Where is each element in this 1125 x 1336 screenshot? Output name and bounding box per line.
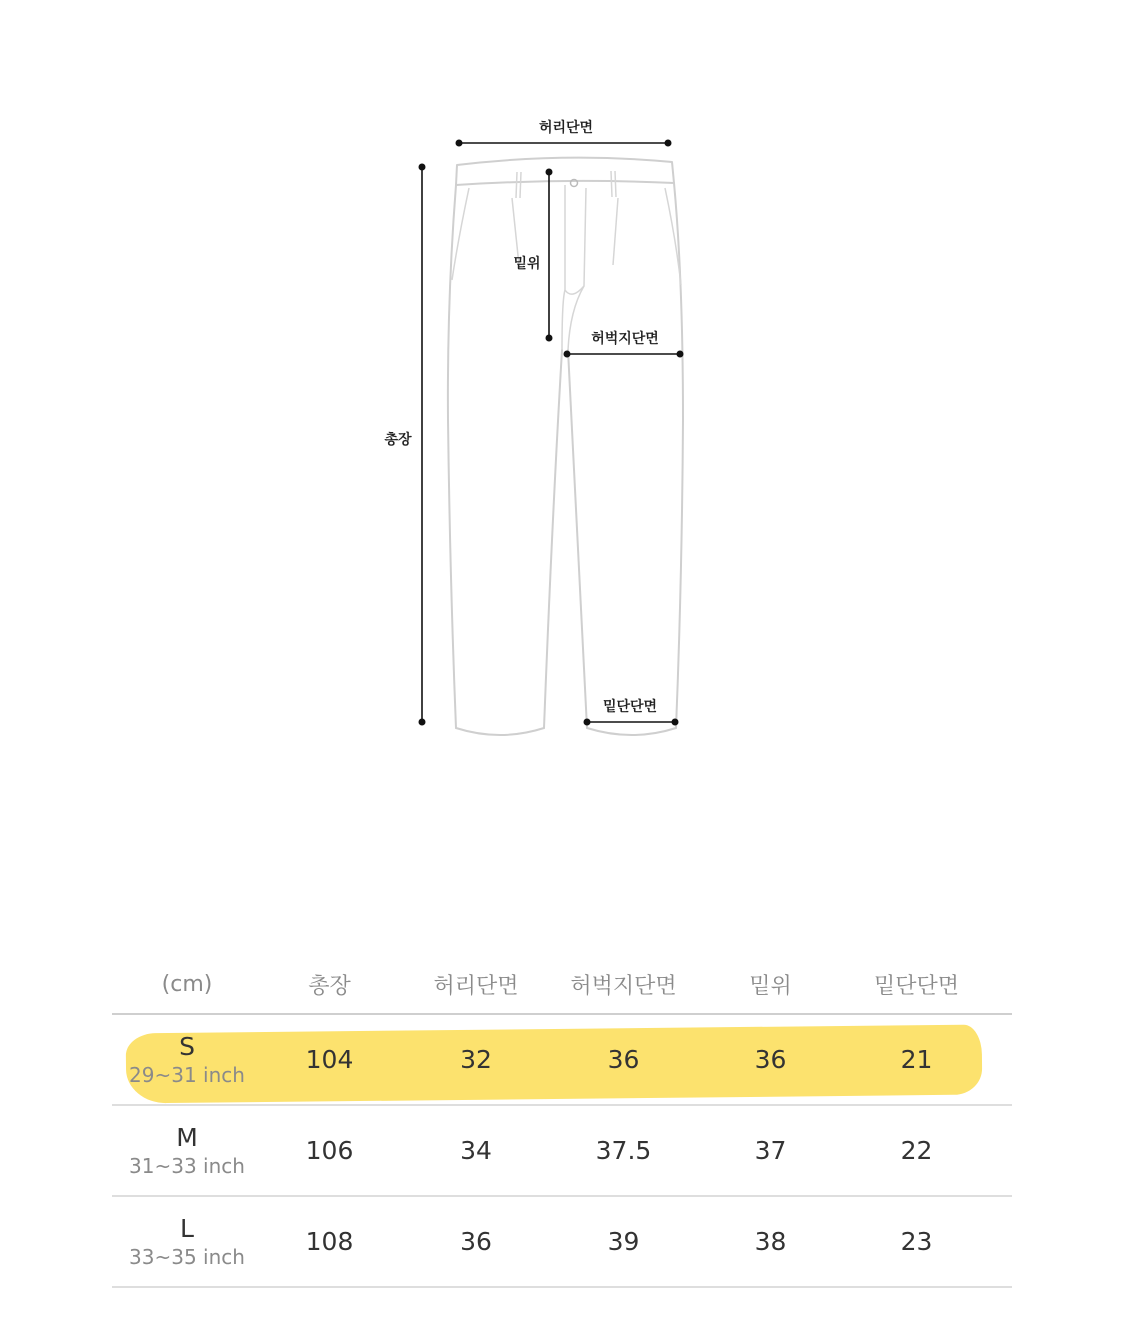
- size-inch: 33~35 inch: [129, 1244, 245, 1269]
- size-table: [112, 955, 1012, 1288]
- value-hem: 22: [900, 1136, 933, 1165]
- length-label: 총장: [384, 432, 412, 448]
- size-name: M: [176, 1122, 198, 1152]
- size-inch: 31~33 inch: [129, 1153, 245, 1178]
- value-length: 104: [305, 1045, 354, 1074]
- size-cell: [112, 1123, 262, 1179]
- hem-measure: [584, 698, 679, 726]
- value-thigh: 39: [607, 1227, 640, 1256]
- value-hem: 23: [900, 1227, 933, 1256]
- size-name: S: [179, 1031, 195, 1061]
- unit-header: (cm): [161, 971, 213, 997]
- thigh-measure: [564, 330, 684, 358]
- table-row-s: [112, 1015, 1012, 1106]
- value-rise: 36: [754, 1045, 787, 1074]
- waist-measure: [456, 119, 672, 147]
- header-length: 총장: [308, 973, 351, 999]
- table-row-m: [112, 1106, 1012, 1197]
- size-inch: 29~31 inch: [129, 1062, 245, 1087]
- rise-measure: [513, 169, 552, 342]
- value-waist: 36: [460, 1227, 492, 1256]
- header-thigh: 허벅지단면: [570, 973, 677, 999]
- header-waist: 허리단면: [433, 973, 519, 999]
- value-thigh: 36: [607, 1045, 640, 1074]
- value-thigh: 37.5: [595, 1136, 652, 1165]
- value-hem: 21: [900, 1045, 933, 1074]
- value-waist: 32: [460, 1045, 492, 1074]
- value-length: 106: [305, 1136, 354, 1165]
- value-rise: 38: [754, 1227, 787, 1256]
- rise-label: 밑위: [513, 256, 541, 272]
- size-cell: [112, 1032, 262, 1088]
- table-header: [112, 955, 1012, 1015]
- thigh-label: 허벅지단면: [591, 331, 659, 347]
- header-hem: 밑단단면: [873, 973, 959, 999]
- hem-label: 밑단단면: [602, 699, 658, 715]
- size-cell: [112, 1214, 262, 1270]
- size-name: L: [180, 1213, 194, 1243]
- pants-outline: [448, 158, 683, 735]
- length-measure: [384, 164, 425, 726]
- header-rise: 밑위: [749, 973, 792, 999]
- value-rise: 37: [754, 1136, 787, 1165]
- value-length: 108: [305, 1227, 354, 1256]
- table-row-l: [112, 1197, 1012, 1288]
- value-waist: 34: [460, 1136, 492, 1165]
- waist-label: 허리단면: [538, 120, 594, 136]
